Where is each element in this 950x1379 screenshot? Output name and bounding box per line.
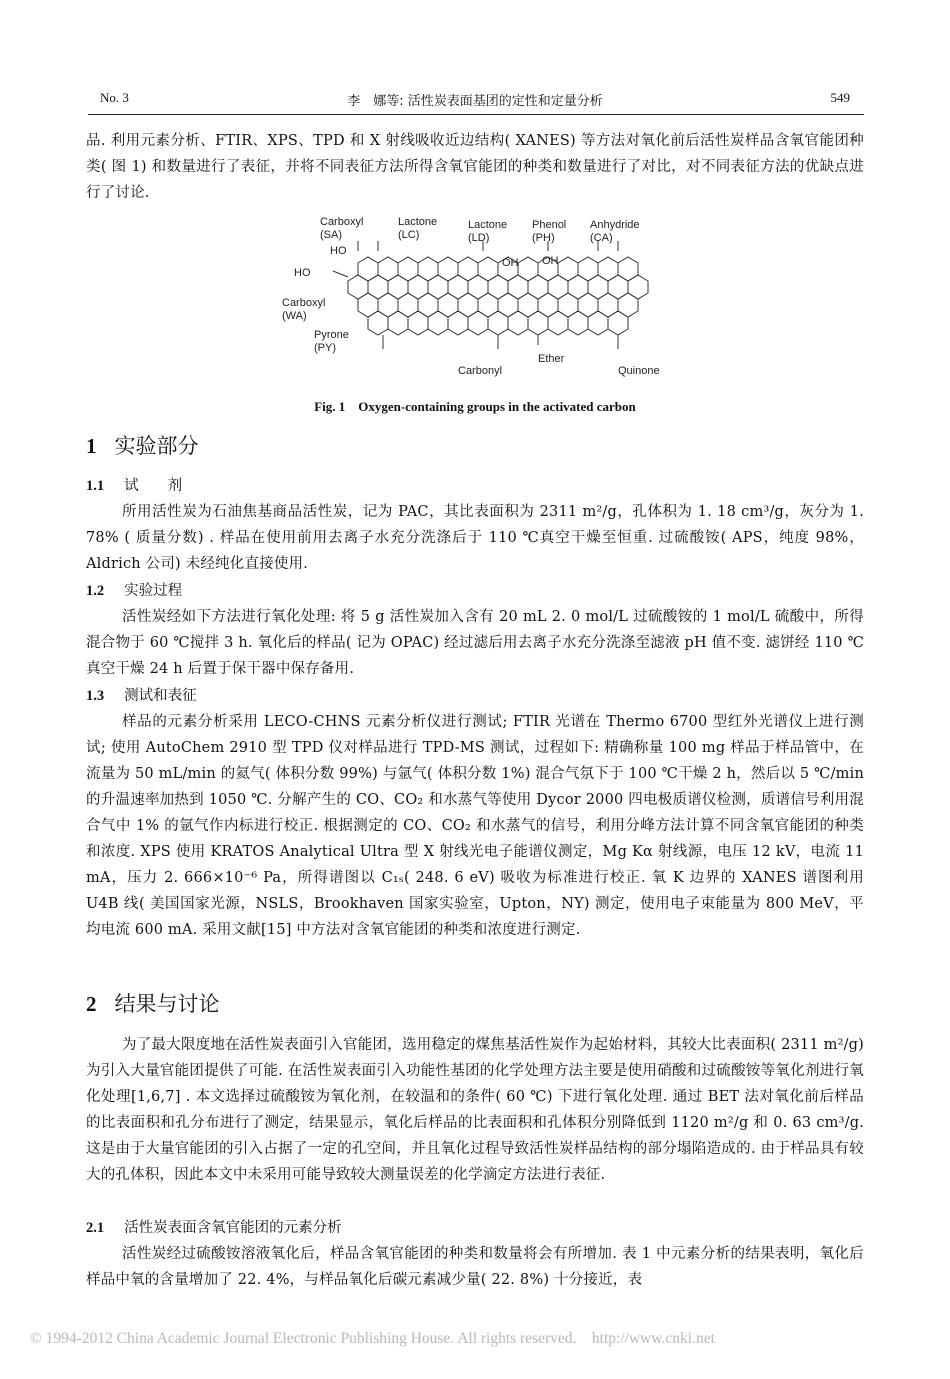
label-ether: Ether <box>538 353 565 365</box>
label-pyrone: Pyrone <box>314 329 349 341</box>
paragraph-1-3: 样品的元素分析采用 LECO-CHNS 元素分析仪进行测试; FTIR 光谱在 Thermo 6700 型红外光谱仪上进行测试; 使用 AutoChem 2910 型 TPD 仪对样品进行 TPD-MS 测试，过程如下: 精确称量 100 mg 样品于样品管中，在流量为 50 mL/min 的氦气( 体积分数 99%) 与氩气( 体积分数 1%) 混合气氛下于 100 ℃干燥 2 h，然后以 5 ℃/min 的升温速率加热到 1050 ℃. 分解产生的 CO、CO₂ 和水蒸气等使用 Dycor 2000 四电极质谱仪检测，质谱信号利用混合气中 1% 的氩气作内标进行校正. 根据测定的 CO、CO₂ 和水蒸气的信号，利用分峰方法计算不同含氧官能团的种类和浓度. XPS 使用 KRATOS Analytical Ultra 型 X 射线光电子能谱仪测定，Mg Kα 射线源，电压 12 kV，电流 11 mA，压力 2. 666×10⁻⁶ Pa，所得谱图以 C₁ₛ( 248. 6 eV) 吸收为标准进行校正. 氧 K 边界的 XANES 谱图利用 U4B 线( 美国国家光源，NSLS，Brookhaven 国家实验室，Upton，NY) 测定，使用电子束能量为 800 MeV，平均电流 600 mA. 采用文献[15] 中方法对含氧官能团的种类和浓度进行测定. <box>86 714 864 938</box>
label-phenol: Phenol <box>532 219 567 231</box>
paragraph-1-2: 活性炭经如下方法进行氧化处理: 将 5 g 活性炭加入含有 20 mL 2. 0 mol/L 过硫酸铵的 1 mol/L 硫酸中，所得混合物于 60 ℃搅拌 3 h. 氧化后的样品( 记为 OPAC) 经过滤后用去离子水充分洗涤至滤液 pH 值不变. 滤饼经 110 ℃真空干燥 24 h 后置于保干器中保存备用. <box>86 609 864 677</box>
label-anhydride-abbr: (CA) <box>590 232 613 244</box>
label-oh-ph: OH <box>542 255 559 267</box>
label-carboxyl-sa-abbr: (SA) <box>320 229 342 241</box>
section-1-number: 1 <box>86 434 97 458</box>
label-lactone-ld: Lactone <box>468 219 508 231</box>
subsection-1-1-number: 1.1 <box>86 478 105 494</box>
subsection-2-1-number: 2.1 <box>86 1220 105 1236</box>
label-lactone-lc: Lactone <box>398 216 438 228</box>
label-phenol-abbr: (PH) <box>532 232 555 244</box>
section-2-number: 2 <box>86 992 97 1016</box>
label-lactone-ld-abbr: (LD) <box>468 232 490 244</box>
subsection-1-2-title: 实验过程 <box>124 583 183 599</box>
subsection-1-1-title: 试 剂 <box>124 478 183 494</box>
intro-paragraph: 品. 利用元素分析、FTIR、XPS、TPD 和 X 射线吸收近边结构( XANES) 等方法对氧化前后活性炭样品含氧官能团种类( 图 1) 和数量进行了表征，并将不同表征方法所得含氧官能团的种类和数量进行了对比，对不同表征方法的优缺点进行了讨论. <box>86 133 864 201</box>
label-pyrone-abbr: (PY) <box>314 342 336 354</box>
label-quinone: Quinone <box>618 365 660 377</box>
section-1-title: 实验部分 <box>114 434 199 458</box>
label-carboxyl-wa-abbr: (WA) <box>282 310 307 322</box>
label-carboxyl-sa: Carboxyl <box>320 216 364 228</box>
header-rule <box>88 114 864 115</box>
label-ho-sa: HO <box>330 245 347 257</box>
running-header <box>100 88 850 114</box>
label-oh-ld: OH <box>502 257 519 269</box>
page-number: 549 <box>830 90 850 105</box>
subsection-1-2-number: 1.2 <box>86 583 105 599</box>
subsection-1-1-heading <box>86 474 182 498</box>
section-2-heading <box>86 988 220 1018</box>
paragraph-2: 为了最大限度地在活性炭表面引入官能团，选用稳定的煤焦基活性炭作为起始材料，其较大比表面积( 2311 m²/g) 为引入大量官能团提供了可能. 在活性炭表面引入功能性基团的化学处理方法主要是使用硝酸和过硫酸铵等氧化剂进行氧化处理[1,6,7] . 本文选择过硫酸铵为氧化剂，在较温和的条件( 60 ℃) 下进行氧化处理. 通过 BET 法对氧化前后样品的比表面积和孔分布进行了测定，结果显示，氧化后样品的比表面积和孔体积分别降低到 1120 m²/g 和 0. 63 cm³/g. 这是由于大量官能团的引入占据了一定的孔空间，并且氧化过程导致活性炭样品结构的部分塌陷造成的. 由于样品具有较大的孔体积，因此本文中未采用可能导致较大测量误差的化学滴定方法进行表征. <box>86 1037 864 1183</box>
paragraph-2-1: 活性炭经过硫酸铵溶液氧化后，样品含氧官能团的种类和数量将会有所增加. 表 1 中元素分析的结果表明，氧化后样品中氧的含量增加了 22. 4%，与样品氧化后碳元素减少量( 22. 8%) 十分接近，表 <box>86 1246 864 1288</box>
subsection-2-1-title: 活性炭表面含氧官能团的元素分析 <box>124 1220 342 1236</box>
issue-number: No. 3 <box>100 90 129 105</box>
label-carbonyl: Carbonyl <box>458 365 503 377</box>
label-carboxyl-wa: Carboxyl <box>282 297 326 309</box>
label-anhydride: Anhydride <box>590 219 640 231</box>
label-lactone-lc-abbr: (LC) <box>398 229 420 241</box>
subsection-1-2-heading <box>86 579 182 603</box>
subsection-2-1-heading <box>86 1216 342 1240</box>
figure-1-structure <box>268 208 688 382</box>
subsection-1-3-number: 1.3 <box>86 688 105 704</box>
figure-caption: Fig. 1 Oxygen-containing groups in the activated carbon <box>314 399 636 414</box>
copyright-footer: © 1994-2012 China Academic Journal Electronic Publishing House. All rights reserved. http://www.cnki.net <box>30 1330 715 1347</box>
paragraph-1-1: 所用活性炭为石油焦基商品活性炭，记为 PAC，其比表面积为 2311 m²/g，孔体积为 1. 18 cm³/g，灰分为 1. 78% ( 质量分数) . 样品在使用前用去离子水充分洗涤后于 110 ℃真空干燥至恒重. 过硫酸铵( APS，纯度 98%，Aldrich 公司) 未经纯化直接使用. <box>86 504 864 572</box>
label-ho-wa: HO <box>294 267 311 279</box>
running-title: 李 娜等: 活性炭表面基团的定性和定量分析 <box>347 94 603 109</box>
subsection-1-3-heading <box>86 684 197 708</box>
subsection-1-3-title: 测试和表征 <box>124 688 197 704</box>
section-1-heading <box>86 430 199 460</box>
section-2-title: 结果与讨论 <box>114 992 220 1016</box>
